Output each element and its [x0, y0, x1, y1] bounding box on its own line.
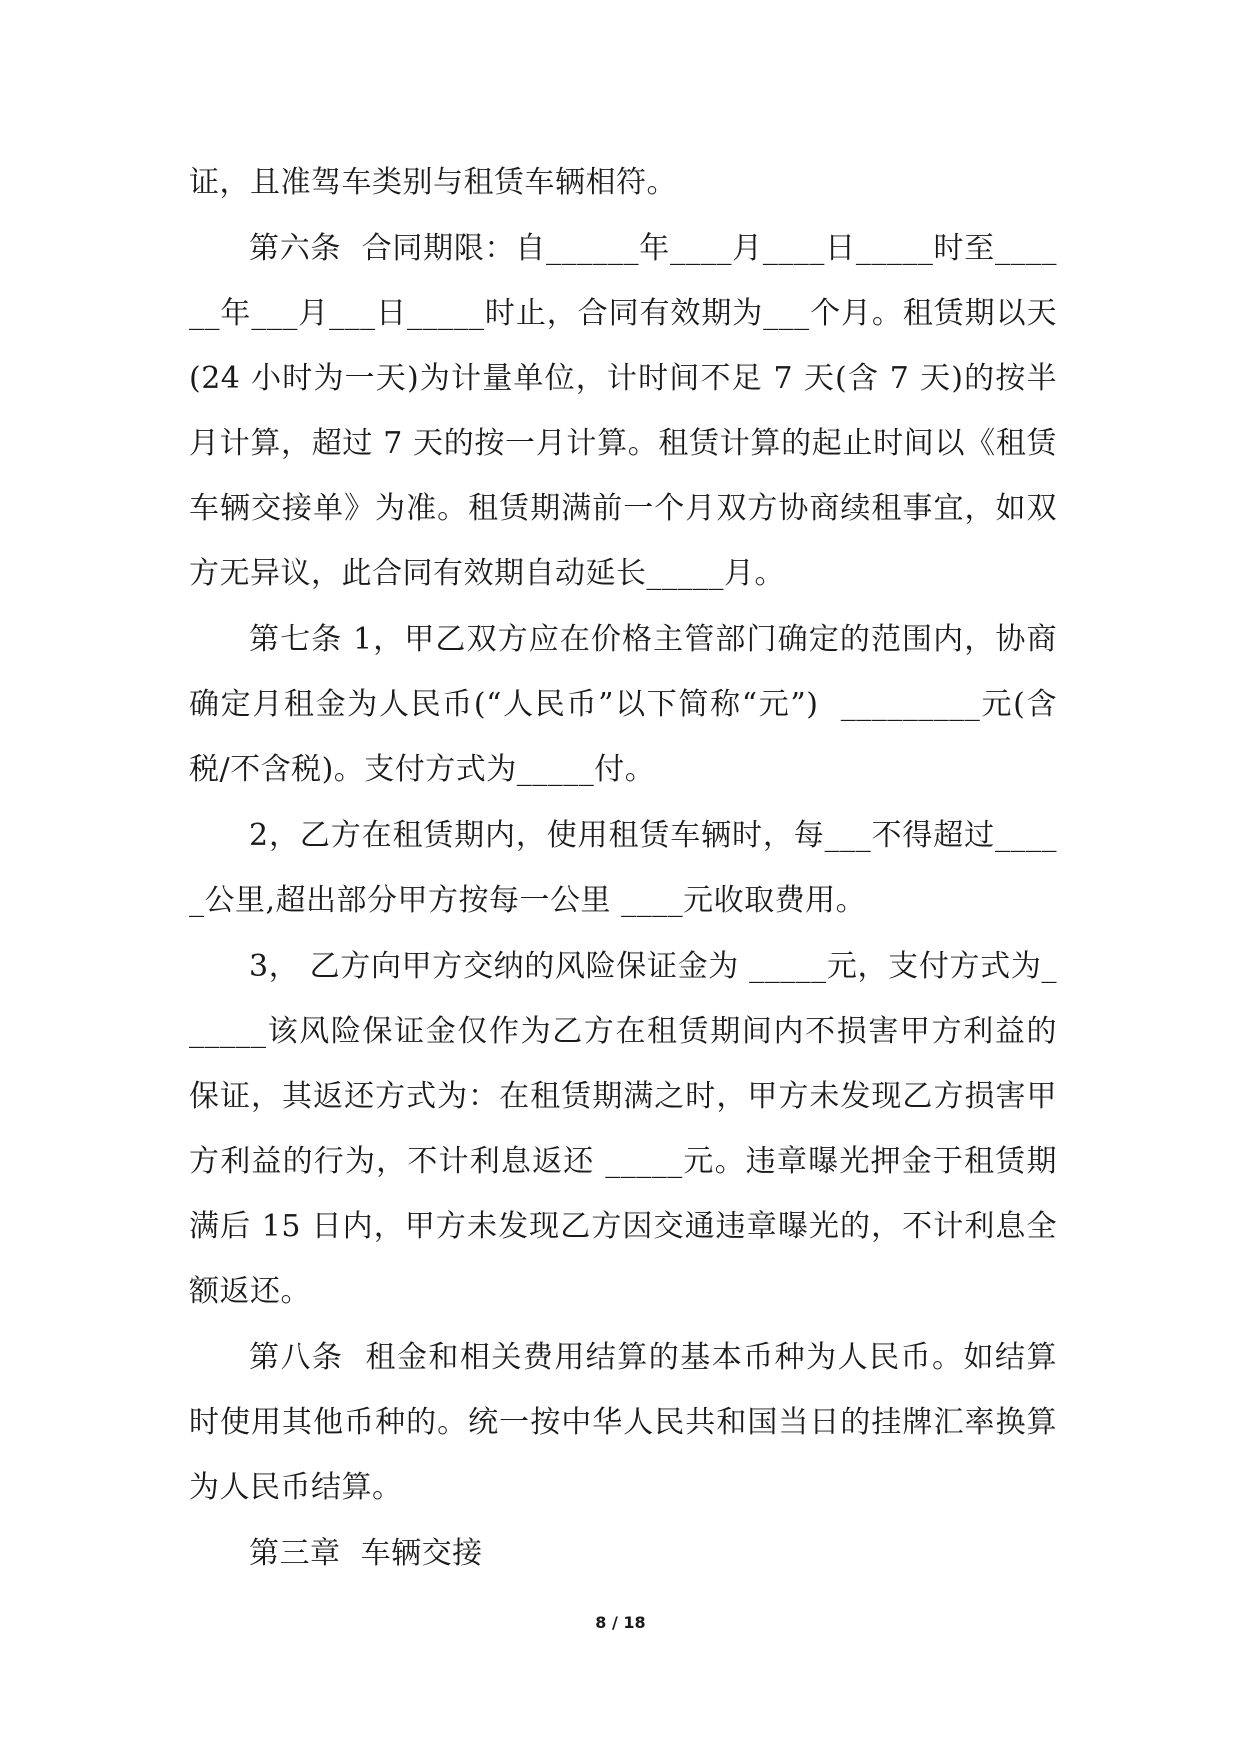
- paragraph-article-8-currency: 第八条 租金和相关费用结算的基本币种为人民币。如结算时使用其他币种的。统一按中华人民共和国当日的挂牌汇率换算为人民币结算。: [189, 1340, 1057, 1505]
- page-number: 8 / 18: [595, 1613, 646, 1632]
- paragraph-continuation: 证，且准驾车类别与租赁车辆相符。: [189, 165, 677, 200]
- document-body: [189, 150, 1057, 1586]
- paragraph-article-7-deposit: 3， 乙方向甲方交纳的风险保证金为 _____元，支付方式为______该风险保证金仅作为乙方在租赁期间内不损害甲方利益的保证，其返还方式为：在租赁期满之时，甲方未发现乙方损害甲方利益的行为，不计利息返还 _____元。违章曝光押金于租赁期满后 15 日内，甲方未发现乙方因交通违章曝光的，不计利息全额返还。: [189, 949, 1057, 1309]
- paragraph-article-6-contract-term: 第六条 合同期限：自______年____月____日_____时至______年___月___日_____时止，合同有效期为___个月。租赁期以天(24 小时为一天)为计量单位，计时间不足 7 天(含 7 天)的按半月计算，超过 7 天的按一月计算。租赁计算的起止时间以《租赁车辆交接单》为准。租赁期满前一个月双方协商续租事宜，如双方无异议，此合同有效期自动延长_____月。: [189, 231, 1057, 591]
- paragraph-article-7-mileage: 2，乙方在租赁期内，使用租赁车辆时，每___不得超过_____公里,超出部分甲方按每一公里 ____元收取费用。: [189, 818, 1057, 918]
- chapter-heading-vehicle-handover: 第三章 车辆交接: [249, 1536, 483, 1571]
- paragraph-article-7-rent: 第七条 1，甲乙双方应在价格主管部门确定的范围内，协商确定月租金为人民币(“人民币”以下简称“元”) _________元(含税/不含税)。支付方式为_____付。: [189, 622, 1057, 787]
